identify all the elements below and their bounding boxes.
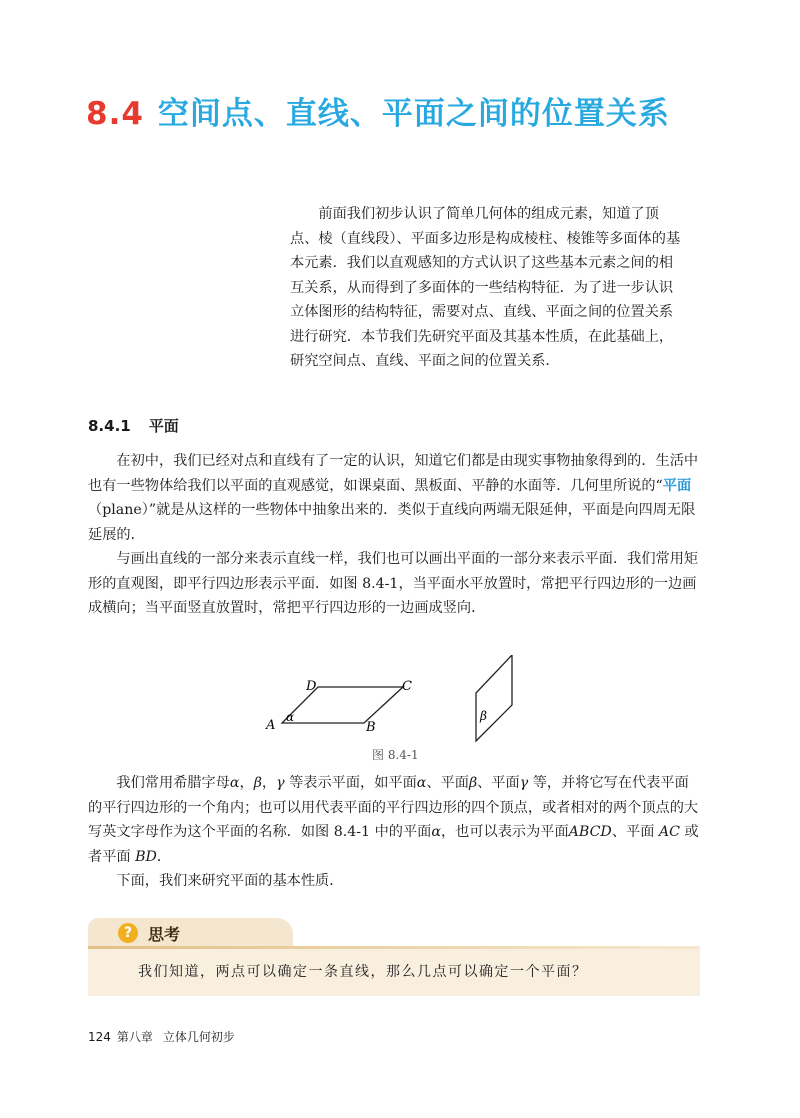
- subsection-number: 8.4.1: [88, 417, 131, 435]
- think-question: 我们知道，两点可以确定一条直线，那么几点可以确定一个平面？: [138, 964, 588, 980]
- subsection-title: 平面: [148, 417, 179, 435]
- section-title-text: 空间点、直线、平面之间的位置关系: [157, 96, 670, 132]
- page-footer: [88, 1028, 235, 1045]
- question-icon: ?: [118, 923, 138, 943]
- section-title: [86, 88, 670, 133]
- plane-alpha: α: [416, 775, 427, 791]
- vertex-label-c: C: [402, 679, 412, 694]
- figure-planes: [250, 655, 630, 765]
- vertical-plane-parallelogram: [476, 655, 512, 741]
- greek-gamma: γ: [276, 775, 285, 791]
- plane-label-beta: β: [480, 709, 487, 723]
- intro-text: 前面我们初步认识了简单几何体的组成元素，知道了顶点、棱（直线段）、平面多边形是构成棱柱、棱锥等多面体的基本元素．我们以直观感知的方式认识了这些基本元素之间的相互关系，从而得到了多面体的一些结构特征．为了进一步认识立体图形的结构特征，需要对点、直线、平面之间的位置关系进行研究．本节我们先研究平面及其基本性质，在此基础上，研究空间点、直线、平面之间的位置关系．: [290, 206, 681, 369]
- plane-beta: β: [468, 775, 478, 791]
- subsection-heading: [88, 415, 179, 436]
- paragraph-text: 在初中，我们已经对点和直线有了一定的认识，知道它们都是由现实事物抽象得到的．生活中也有一些物体给我们以平面的直观感觉，如课桌面、黑板面、平静的水面等．几何里所说的“: [88, 453, 699, 494]
- plane-name-bd: BD: [135, 848, 157, 865]
- paragraph-plane-drawing: 与画出直线的一部分来表示直线一样，我们也可以画出平面的一部分来表示平面．我们常用矩形的直观图，即平行四边形表示平面．如图 8.4-1，当平面水平放置时，常把平行四边形的一边画成横向；当平面竖直放置时，常把平行四边形的一边画成竖向．: [88, 551, 699, 616]
- figure-caption: 图 8.4-1: [372, 748, 419, 762]
- body-paragraphs-bottom: [88, 771, 700, 894]
- chapter-title: 立体几何初步: [162, 1030, 235, 1044]
- greek-beta: β: [253, 775, 262, 791]
- section-title-number: 8.4: [86, 96, 144, 132]
- vertex-label-a: A: [266, 718, 276, 733]
- plane-name-abcd: ABCD: [568, 824, 612, 840]
- plane-name-ac: AC: [658, 824, 680, 840]
- body-paragraphs-top: [88, 449, 700, 621]
- paragraph-text: （plane）”就是从这样的一些物体中抽象出来的．类似于直线向两端无限延伸，平面是向四周无限延展的．: [88, 502, 696, 543]
- key-term-plane: 平面: [662, 477, 692, 494]
- plane-gamma: γ: [519, 775, 529, 791]
- plane-alpha-ref: α: [431, 824, 441, 840]
- paragraph-plane-definition: [88, 449, 700, 547]
- plane-label-alpha: α: [286, 710, 295, 724]
- greek-alpha: α: [229, 775, 240, 791]
- horizontal-plane-parallelogram: [282, 687, 403, 723]
- paragraph-next: 下面，我们来研究平面的基本性质．: [116, 873, 344, 889]
- intro-paragraph: [290, 202, 682, 374]
- page-number: 124: [88, 1030, 111, 1044]
- think-title: 思考: [148, 925, 181, 944]
- think-box: [88, 918, 700, 996]
- vertex-label-d: D: [306, 679, 317, 694]
- think-body: [88, 949, 700, 996]
- vertex-label-b: B: [366, 720, 376, 735]
- chapter-label: 第八章: [116, 1030, 153, 1044]
- paragraph-plane-naming: 我们常用希腊字母α，β，γ 等表示平面，如平面α、平面β、平面γ 等，并将它写在代表平面的平行四边形的一个角内；也可以用代表平面的平行四边形的四个顶点，或者相对的两个顶点的大写英文字母作为这个平面的名称．如图 8.4-1 中的平面α，也可以表示为平面ABCD、平面 AC 或者平面 BD．: [88, 775, 699, 865]
